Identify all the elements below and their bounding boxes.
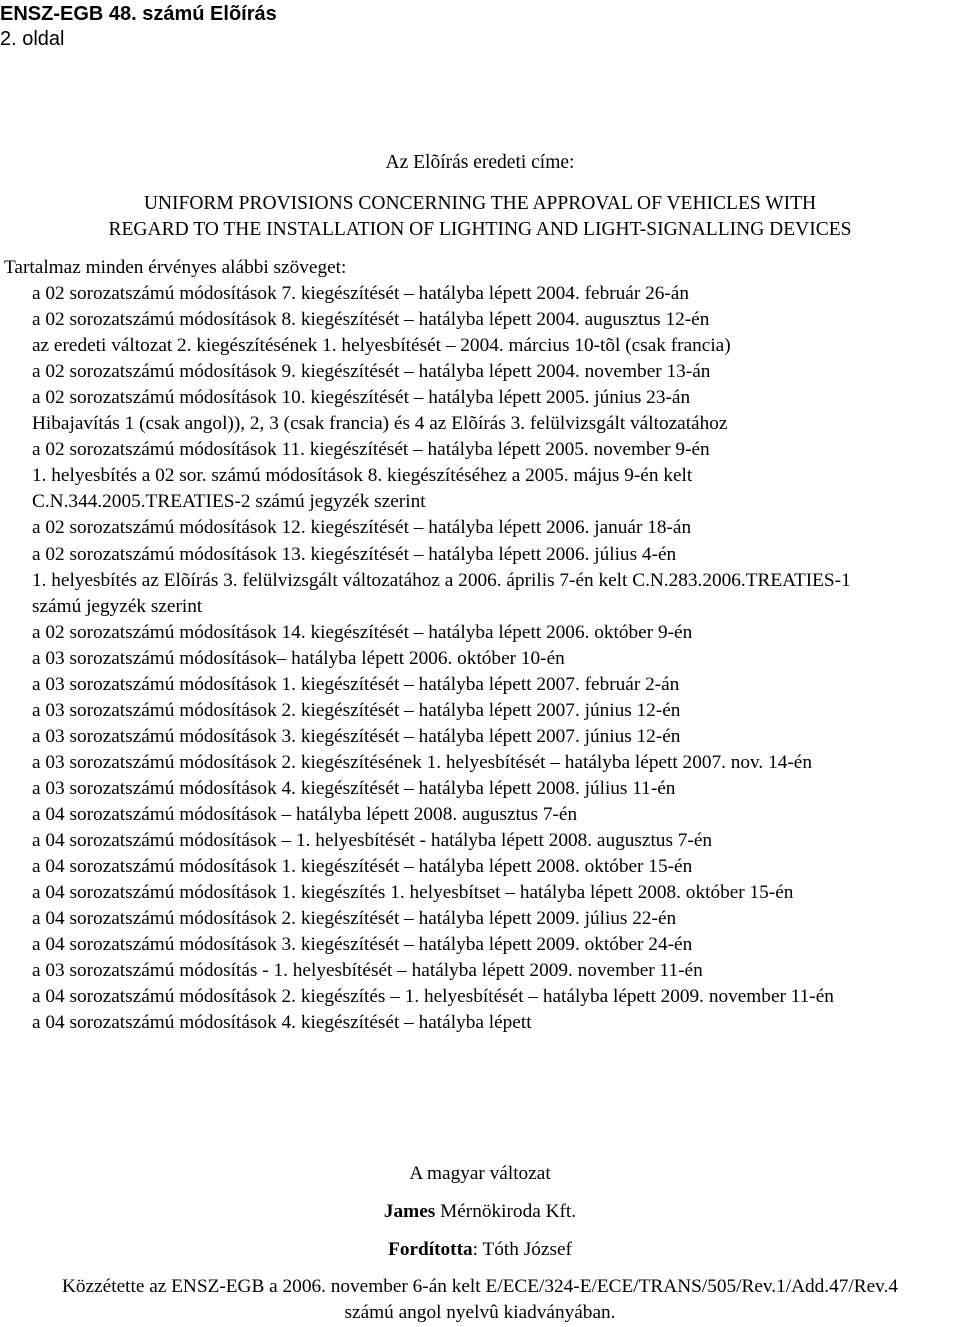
contents-line: a 04 sorozatszámú módosítások 1. kiegészítés 1. helyesbítset – hatályba lépett 2008. október 15-én (32, 882, 794, 904)
contents-line: a 03 sorozatszámú módosítások 1. kiegészítését – hatályba lépett 2007. február 2-án (32, 673, 680, 695)
version-label: A magyar változat (409, 1163, 551, 1184)
contents-line: a 02 sorozatszámú módosítások 9. kiegészítését – hatályba lépett 2004. november 13-án (32, 361, 711, 383)
contents-line: az eredeti változat 2. kiegészítésének 1. helyesbítését – 2004. március 10-tõl (csak francia) (32, 335, 731, 357)
document-header-title: ENSZ-EGB 48. számú Elõírás (0, 3, 277, 25)
contents-line: a 04 sorozatszámú módosítások 2. kiegészítését – hatályba lépett 2009. július 22-én (32, 908, 677, 930)
page-number: 2. oldal (0, 28, 65, 50)
publication-line-2: számú angol nyelvû kiadványában. (344, 1302, 616, 1323)
original-title-line-1: UNIFORM PROVISIONS CONCERNING THE APPROVAL OF VEHICLES WITH (143, 193, 817, 214)
contents-line: a 04 sorozatszámú módosítások – 1. helyesbítését - hatályba lépett 2008. augusztus 7-én (32, 830, 713, 852)
contents-line: a 02 sorozatszámú módosítások 7. kiegészítését – hatályba lépett 2004. február 26-án (32, 283, 689, 305)
translator-name: : Tóth József (472, 1239, 572, 1260)
original-title-label: Az Elõírás eredeti címe: (385, 152, 575, 173)
contents-line: a 03 sorozatszámú módosítások 4. kiegészítését – hatályba lépett 2008. július 11-én (32, 777, 676, 799)
contents-line: a 03 sorozatszámú módosítások 2. kiegészítését – hatályba lépett 2007. június 12-én (32, 699, 681, 721)
contents-line: 1. helyesbítés az Elõírás 3. felülvizsgált változatához a 2006. április 7-én kelt C.N.283.2006.TREATIES-1 (32, 569, 851, 591)
contents-line: a 03 sorozatszámú módosítások 3. kiegészítését – hatályba lépett 2007. június 12-én (32, 725, 681, 747)
contents-line: a 03 sorozatszámú módosítás - 1. helyesbítését – hatályba lépett 2009. november 11-én (32, 960, 703, 982)
contents-line: számú jegyzék szerint (32, 595, 203, 617)
contents-intro: Tartalmaz minden érvényes alábbi szöveget: (4, 257, 347, 278)
contents-line: a 02 sorozatszámú módosítások 10. kiegészítését – hatályba lépett 2005. június 23-án (32, 387, 691, 409)
contents-line: a 02 sorozatszámú módosítások 13. kiegészítését – hatályba lépett 2006. július 4-én (32, 543, 677, 565)
contents-line: a 02 sorozatszámú módosítások 14. kiegészítését – hatályba lépett 2006. október 9-én (32, 621, 693, 643)
contents-line: a 04 sorozatszámú módosítások 4. kiegészítését – hatályba lépett (32, 1012, 532, 1034)
contents-line: a 02 sorozatszámú módosítások 11. kiegészítését – hatályba lépett 2005. november 9-én (32, 439, 710, 461)
contents-line: 1. helyesbítés a 02 sor. számú módosítások 8. kiegészítéséhez a 2005. május 9-én kelt (32, 465, 693, 487)
original-title-line-2: REGARD TO THE INSTALLATION OF LIGHTING AND LIGHT-SIGNALLING DEVICES (108, 219, 852, 240)
contents-line: C.N.344.2005.TREATIES-2 számú jegyzék szerint (32, 491, 426, 513)
contents-line: a 02 sorozatszámú módosítások 8. kiegészítését – hatályba lépett 2004. augusztus 12-én (32, 309, 710, 331)
contents-list (4, 255, 960, 1036)
contents-line: a 04 sorozatszámú módosítások 1. kiegészítését – hatályba lépett 2008. október 15-én (32, 856, 693, 878)
publication-line-1: Közzétette az ENSZ-EGB a 2006. november 6-án kelt E/ECE/324-E/ECE/TRANS/505/Rev.1/Add.47/Rev.4 (61, 1276, 899, 1297)
translator-label: Fordította (388, 1239, 473, 1260)
contents-line: Hibajavítás 1 (csak angol)), 2, 3 (csak francia) és 4 az Elõírás 3. felülvizsgált változatához (32, 413, 728, 435)
company-name-bold: James (383, 1201, 436, 1222)
company-line (0, 1201, 960, 1223)
contents-line: a 04 sorozatszámú módosítások – hatályba lépett 2008. augusztus 7-én (32, 803, 578, 825)
contents-line: a 03 sorozatszámú módosítások– hatályba lépett 2006. október 10-én (32, 647, 565, 669)
company-name-rest: Mérnökiroda Kft. (435, 1201, 577, 1222)
contents-line: a 02 sorozatszámú módosítások 12. kiegészítését – hatályba lépett 2006. január 18-án (32, 517, 692, 539)
contents-line: a 04 sorozatszámú módosítások 3. kiegészítését – hatályba lépett 2009. október 24-én (32, 934, 693, 956)
translator-line (0, 1239, 960, 1261)
contents-line: a 03 sorozatszámú módosítások 2. kiegészítésének 1. helyesbítését – hatályba lépett 2007. nov. 14-én (32, 751, 812, 773)
contents-line: a 04 sorozatszámú módosítások 2. kiegészítés – 1. helyesbítését – hatályba lépett 2009. november 11-én (32, 986, 834, 1008)
